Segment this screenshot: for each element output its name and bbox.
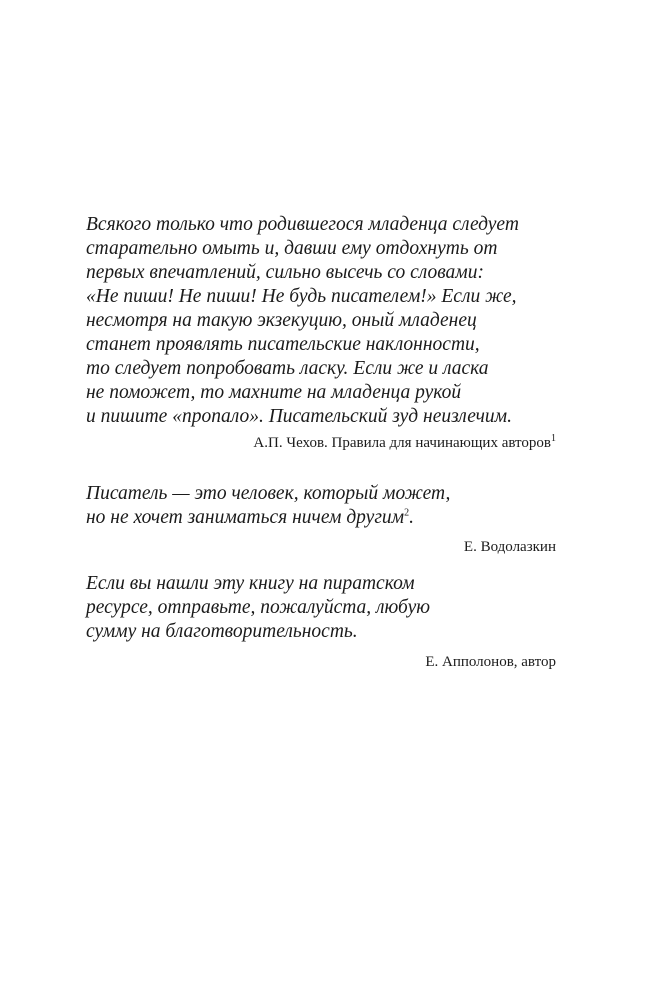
quote-line: Если вы нашли эту книгу на пиратском	[86, 573, 415, 594]
epigraph-attribution	[86, 433, 556, 453]
epigraph-author	[86, 572, 556, 672]
epigraph-quote	[86, 213, 556, 429]
quote-line: ресурсе, отправьте, пожалуйста, любую	[86, 597, 430, 618]
quote-line: «Не пиши! Не пиши! Не будь писателем!» Если же,	[86, 286, 517, 307]
epigraph-attribution: Е. Апполонов, автор	[425, 654, 556, 670]
attribution-text: А.П. Чехов. Правила для начинающих авторов	[253, 435, 551, 451]
quote-line	[86, 506, 556, 530]
quote-line: сумму на благотворительность.	[86, 621, 358, 642]
quote-line-text: но не хочет заниматься ничем другим	[86, 507, 405, 528]
epigraph-attribution: Е. Водолазкин	[463, 539, 556, 555]
quote-line: несмотря на такую экзекуцию, оный младенец	[86, 310, 477, 331]
book-page	[86, 0, 556, 1000]
quote-line: станет проявлять писательские наклонности,	[86, 334, 480, 355]
quote-line: Всякого только что родившегося младенца следует	[86, 214, 519, 235]
quote-line-tail: .	[409, 507, 415, 528]
epigraph-chekhov	[86, 213, 556, 453]
epigraph-quote	[86, 482, 556, 530]
epigraph-quote	[86, 572, 556, 644]
quote-line: старательно омыть и, давши ему отдохнуть от	[86, 238, 498, 259]
footnote-reference[interactable]: 2	[404, 507, 410, 519]
quote-line: не поможет, то махните на младенца рукой	[86, 382, 462, 403]
epigraph-vodolazkin	[86, 482, 556, 557]
quote-line: Писатель — это человек, который может,	[86, 483, 451, 504]
quote-line: и пишите «пропало». Писательский зуд неизлечим.	[86, 406, 512, 427]
footnote-reference[interactable]: 1	[551, 433, 556, 444]
quote-line: то следует попробовать ласку. Если же и ласка	[86, 358, 489, 379]
quote-line: первых впечатлений, сильно высечь со словами:	[86, 262, 484, 283]
